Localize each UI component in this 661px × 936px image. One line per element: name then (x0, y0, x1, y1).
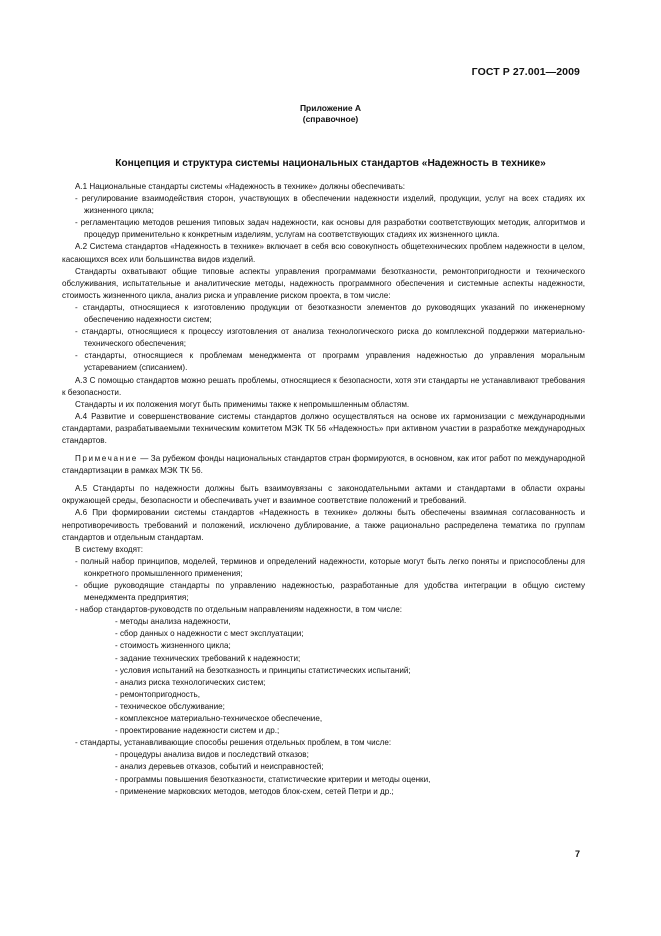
page-number: 7 (574, 849, 580, 859)
list-item: - регламентацию методов решения типовых задач надежности, как основы для разработки соответствующих методик, алгоритмов и процедур применительно к конкретным изделиям, услугам на соответствующих стадиях их жизненного цикла. (75, 218, 585, 240)
sub-list-item: - методы анализа надежности, (115, 617, 231, 627)
list-item: - регулирование взаимодействия сторон, участвующих в обеспечении надежности изделий, продукции, услуг на всех стадиях их жизненного цикла; (75, 194, 585, 216)
note (62, 453, 585, 477)
list-item: - стандарты, относящиеся к изготовлению продукции от безотказности элементов до руководящих указаний по инженерному обеспечению надежности систем; (75, 302, 585, 325)
list-item: - полный набор принципов, моделей, терминов и определений надежности, которые могут быть легко поняты и приспособлены для конкретного промышленного применения; (75, 556, 585, 578)
paragraph: Стандарты и их положения могут быть применимы также к непромышленным областям. (75, 399, 410, 409)
sub-list-item: - применение марковских методов, методов блок-схем, сетей Петри и др.; (115, 786, 394, 796)
annex-kind: (справочное) (302, 114, 359, 124)
page-title: Концепция и структура системы национальных стандартов «Надежность в технике» (115, 158, 546, 169)
sub-list-item: - условия испытаний на безотказность и принципы статистических испытаний; (115, 665, 411, 675)
document-id: ГОСТ Р 27.001—2009 (471, 66, 580, 78)
annex-label: Приложение А (299, 103, 362, 113)
list-item: - набор стандартов-руководств по отдельным направлениям надежности, в том числе: (75, 605, 403, 615)
list-item: - стандарты, относящиеся к проблемам менеджмента от программ управления надежностью до управления моральным устареванием (списанием). (75, 351, 585, 373)
list-item: - стандарты, устанавливающие способы решения отдельных проблем, в том числе: (75, 738, 392, 748)
sub-list-item: - анализ риска технологических систем; (115, 677, 266, 687)
sub-list-item: - задание технических требований к надежности; (115, 653, 301, 663)
body-text (62, 181, 585, 798)
sub-list-item: - комплексное материально-техническое обеспечение, (115, 714, 323, 724)
sub-list-item: - стоимость жизненного цикла; (115, 641, 231, 651)
sub-list-item: - проектирование надежности систем и др.; (115, 726, 280, 736)
clause-a6: А.6 При формировании системы стандартов «Надежность в технике» должны быть обеспечены взаимная согласованность и непротиворечивость требований и положений, исключено дублирование, а также рационально распределена тематика по группам стандартов и отдельным стандартам. (62, 508, 585, 542)
sub-list-item: - ремонтопригодность, (115, 689, 201, 699)
clause-a3: А.3 С помощью стандартов можно решать проблемы, относящиеся к безопасности, хотя эти стандарты не устанавливают требования к безопасности. (62, 375, 585, 397)
paragraph: В систему входят: (75, 544, 143, 554)
clause-a1: А.1 Национальные стандарты системы «Надежность в технике» должны обеспечивать: (75, 182, 406, 191)
sub-list-item: - анализ деревьев отказов, событий и неисправностей; (115, 762, 324, 772)
note-lead: Примечание (75, 454, 138, 464)
note-text: — За рубежом фонды национальных стандартов стран формируются, в основном, как итог работ по международной стандартизации в рамках МЭК ТК 56. (62, 454, 585, 476)
clause-a5: А.5 Стандарты по надежности должны быть взаимоувязаны с законодательными актами и стандартами в области охраны окружающей среды, безопасности и обеспечивать учет и взаимное соответствие положений и требований. (62, 484, 585, 506)
list-item: - стандарты, относящиеся к процессу изготовления от анализа технологического риска до комплексной поддержки материально-технического обеспечения; (75, 327, 585, 349)
sub-list-item: - процедуры анализа видов и последствий отказов; (115, 750, 309, 760)
clause-a4: А.4 Развитие и совершенствование системы стандартов должно осуществляться на основе их гармонизации с международными стандартами, разрабатываемыми техническим комитетом МЭК ТК 56 «Надежность» при активном участии в разработке международных стандартов. (62, 411, 585, 445)
list-item: - общие руководящие стандарты по управлению надежностью, разработанные для удобства интеграции в общую систему менеджмента предприятия; (75, 581, 585, 603)
clause-a2: А.2 Система стандартов «Надежность в технике» включает в себя всю совокупность общетехнических проблем надежности в целом, касающихся всех или большинства видов изделий. (62, 242, 585, 264)
paragraph: Стандарты охватывают общие типовые аспекты управления программами безотказности, ремонтопригодности и технического обслуживания, испытательные и аналитические методы, надежность программного обеспечения и системные аспекты надежности, стоимость жизненного цикла, анализ риска и управление риском проекта, в том числе: (62, 266, 585, 300)
sub-list-item: - сбор данных о надежности с мест эксплуатации; (115, 629, 304, 639)
sub-list-item: - техническое обслуживание; (115, 701, 225, 711)
sub-list-item: - программы повышения безотказности, статистические критерии и методы оценки, (115, 774, 431, 784)
